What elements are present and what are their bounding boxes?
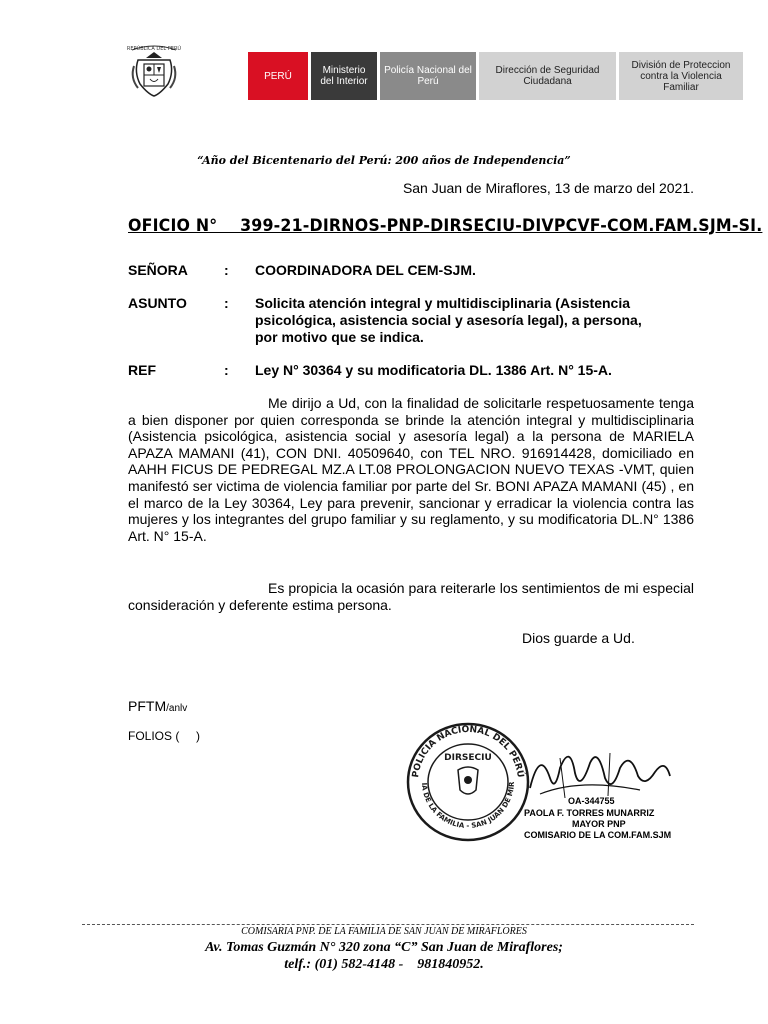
footer-divider [82, 924, 694, 925]
footer-line-1: COMISARIA PNP. DE LA FAMILIA DE SAN JUAN DE MIRAFLORES [241, 926, 527, 937]
svg-text:POLICIA NACIONAL DEL PERÚ [411, 725, 527, 778]
asunto-colon: : [224, 295, 229, 311]
oficio-number: OFICIO N° 399-21-DIRNOS-PNP-DIRSECIU-DIVPCVF-COM.FAM.SJM-SI. [128, 216, 763, 236]
footer-line-2: Av. Tomas Guzmán N° 320 zona “C” San Juan de Miraflores; [205, 940, 563, 955]
ref-value: Ley N° 30364 y su modificatoria DL. 1386 Art. N° 15-A. [255, 362, 612, 378]
asunto-line-3: por motivo que se indica. [255, 329, 424, 345]
asunto-line-1: Solicita atención integral y multidisciplinaria (Asistencia [255, 295, 630, 311]
footer-line-3: telf.: (01) 582-4148 - 981840952. [284, 957, 484, 972]
asunto-label: ASUNTO [128, 295, 187, 311]
band-division: División de Proteccion contra la Violencia Familiar [619, 52, 743, 100]
asunto-line-2: psicológica, asistencia social y asesoría legal), a persona, [255, 312, 642, 328]
closing-line: Dios guarde a Ud. [522, 630, 635, 646]
body-paragraph-1: Me dirijo a Ud, con la finalidad de solicitarle respetuosamente tenga a bien disponer por quien corresponda se brinde la atención integral y multidisciplinaria (Asistencia psicológica, asistencia social y asesoría legal) a la persona de MARIELA APAZA MAMANI (41), CON DNI. 40509640, con TEL NRO. 916914428, domiciliado en AAHH FICUS DE PEDREGAL MZ.A LT.08 PROLONGACION NUEVO TEXAS -VMT, quien manifestó ser victima de violencia familiar por parte del Sr. BONI APAZA MAMANI (45) , en el marco de la Ley 30364, Ley para prevenir, sancionar y erradicar la violencia contra las mujeres y los integrantes del grupo familiar y su reglamento, y su modificatoria DL.N° 1386 Art. N° 15-A. [128, 395, 694, 544]
senora-label: SEÑORA [128, 262, 188, 278]
band-direccion: Dirección de Seguridad Ciudadana [479, 52, 616, 100]
ref-label: REF [128, 362, 156, 378]
band-policia: Policía Nacional del Perú [380, 52, 476, 100]
handwritten-signature [520, 738, 690, 800]
year-title: “Año del Bicentenario del Perú: 200 años de Independencia” [197, 154, 571, 167]
stamp-middle-text: DIRSECIU [444, 753, 492, 763]
body-paragraph-2: Es propicia la ocasión para reiterarle los sentimientos de mi especial consideración y deferente estima persona. [128, 580, 694, 613]
signature-cip: OA-344755 [568, 796, 615, 806]
signature-title: COMISARIO DE LA COM.FAM.SJM [524, 830, 672, 840]
signature-name: PAOLA F. TORRES MUNARRIZ [524, 808, 655, 818]
date-line: San Juan de Miraflores, 13 de marzo del 2021. [402, 180, 694, 196]
initials: PFTM/anlv [128, 698, 188, 714]
peru-coat-of-arms-icon [126, 42, 182, 98]
senora-value: COORDINADORA DEL CEM-SJM. [255, 262, 476, 278]
stamp-top-text: POLICIA NACIONAL DEL PERÚ [411, 724, 525, 779]
band-ministerio: Ministerio del Interior [311, 52, 377, 100]
stamp-bottom-text: IA DE LA FAMILIA - SAN JUAN DE MIR [419, 781, 517, 831]
seal-text: REPÚBLICA DEL PERÚ [126, 46, 182, 52]
asunto-value [255, 295, 695, 346]
signature-block [520, 738, 690, 848]
ref-colon: : [224, 362, 229, 378]
signature-rank: MAYOR PNP [572, 819, 626, 829]
police-stamp [404, 718, 532, 846]
senora-colon: : [224, 262, 229, 278]
band-peru: PERÚ [248, 52, 308, 100]
folios: FOLIOS ( ) [128, 729, 201, 743]
